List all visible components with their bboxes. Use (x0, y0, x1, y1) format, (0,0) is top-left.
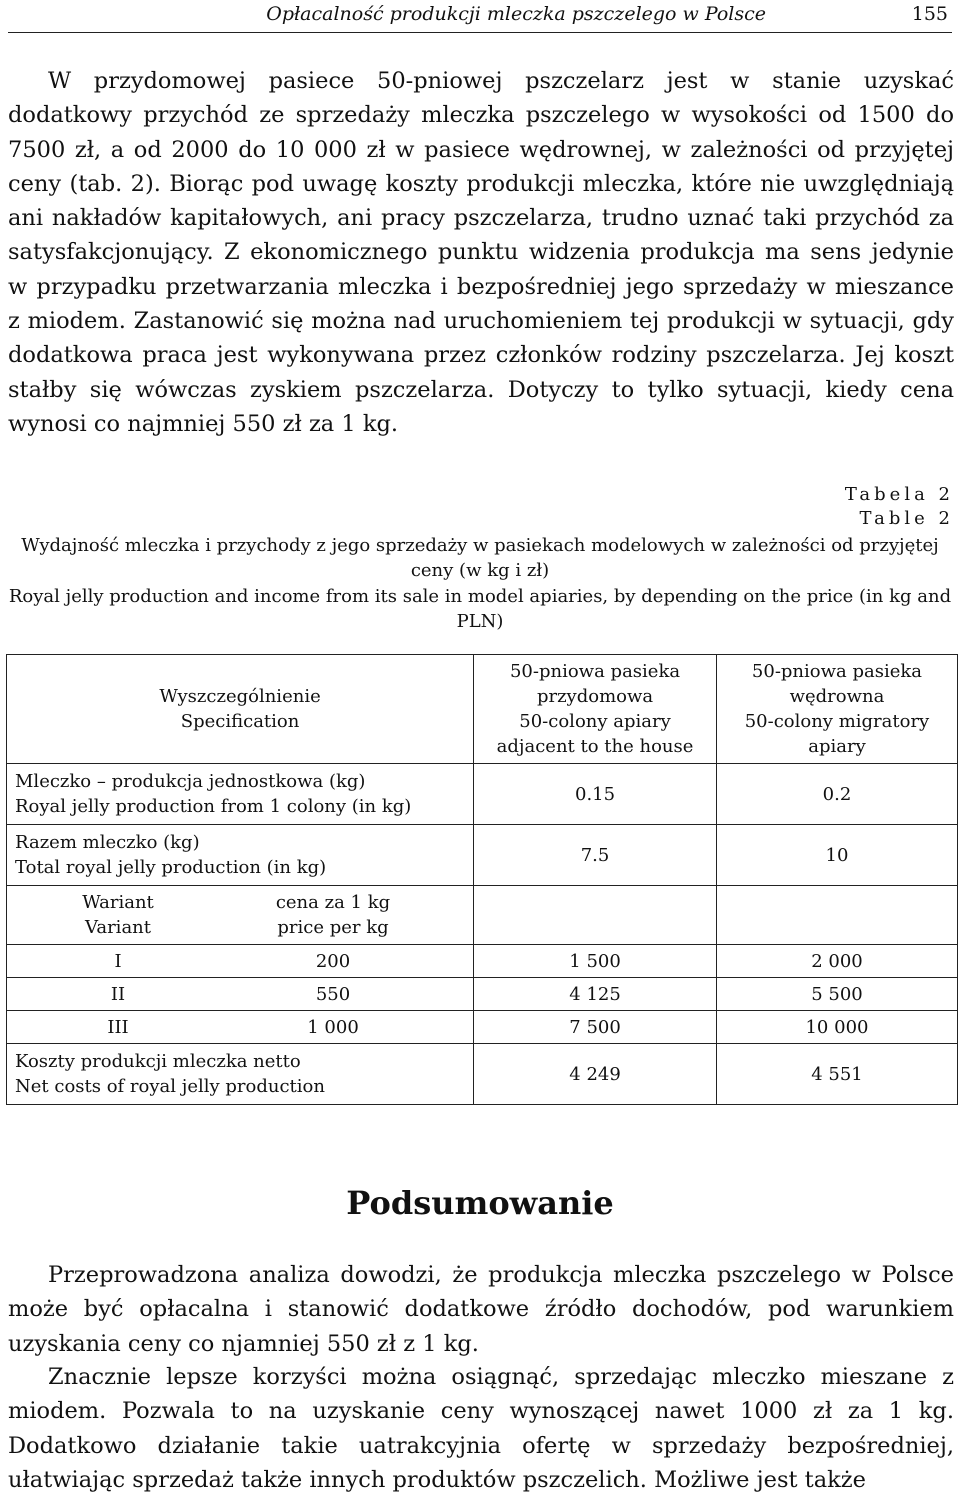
section-title: Podsumowanie (346, 1184, 614, 1222)
header-b-pl2: wędrowna (789, 686, 885, 707)
header-b-pl1: 50-pniowa pasieka (751, 661, 923, 682)
row-total-pl: Razem mleczko (kg) (15, 832, 200, 853)
variant-header-empty-b (716, 886, 957, 945)
running-title: Opłacalność produkcji mleczka pszczelego w Polsce (266, 3, 766, 25)
table-caption-pl: Wydajność mleczka i przychody z jego sprzedaży w pasiekach modelowych w zależności od przyjętej ceny (w kg i zł) (21, 535, 939, 581)
variant-header-empty-a (474, 886, 717, 945)
row-total-b: 10 (716, 825, 957, 886)
row-unit-pl: Mleczko – produkcja jednostkowa (kg) (15, 771, 366, 792)
variant-label-en: Variant (85, 917, 151, 938)
header-apiary-migratory (716, 655, 957, 764)
header-spec-pl: Wyszczególnienie (159, 686, 321, 707)
table-row (7, 1011, 958, 1044)
variant-3-b: 10 000 (716, 1011, 957, 1044)
table-caption-en: Royal jelly production and income from its sale in model apiaries, by depending on the price (in kg and PLN) (8, 586, 952, 632)
row-cost-label (7, 1044, 474, 1105)
table-row (7, 764, 958, 825)
row-unit-en: Royal jelly production from 1 colony (in kg) (15, 796, 412, 817)
variant-label-pl: Wariant (82, 892, 154, 913)
row-unit-label (7, 764, 474, 825)
variant-name: II (110, 983, 126, 1005)
header-apiary-house (474, 655, 717, 764)
table-row (7, 825, 958, 886)
variant-name: III (107, 1016, 129, 1038)
variant-header-line-1 (15, 890, 465, 915)
intro-paragraph: W przydomowej pasiece 50-pniowej pszczelarz jest w stanie uzyskać dodatkowy przychód ze sprzedaży mleczka pszczelego w wysokości od 1500 do 7500 zł, a od 2000 do 10 000 zł w pasiece wędrownej, w zależności od przyjętej ceny (tab. 2). Biorąc pod uwagę koszty produkcji mleczka, które nie uwzględniają ani nakładów kapitałowych, ani pracy pszczelarza, trudno uznać taki przychód za satysfakcjonujący. Z ekonomicznego punktu widzenia produkcja ma sens jedynie w przypadku przetwarzania mleczka i bezpośredniej jego sprzedaży w mieszance z miodem. Zastanowić się można nad uruchomieniem tej produkcji w sytuacji, gdy dodatkowa praca jest wykonywana przez członków rodziny pszczelarza. Jej koszt stałby się wówczas zyskiem pszczelarza. Dotyczy to tylko sytuacji, kiedy cena wynosi co najmniej 550 zł za 1 kg. (8, 68, 954, 437)
row-unit-b: 0.2 (716, 764, 957, 825)
row-unit-a: 0.15 (474, 764, 717, 825)
row-cost-pl: Koszty produkcji mleczka netto (15, 1051, 301, 1072)
variant-1-a: 1 500 (474, 945, 717, 978)
variant-price: 550 (315, 983, 351, 1005)
row-total-a: 7.5 (474, 825, 717, 886)
page-header (8, 0, 952, 33)
variant-name: I (114, 950, 122, 972)
summary-paragraph-2: Znacznie lepsze korzyści można osiągnąć, sprzedając mleczko mieszane z miodem. Pozwala to na uzyskanie ceny wynoszącej nawet 1000 zł za 1 kg. Dodatkowo działanie takie uatrakcyjnia ofertę w sprzedaży bezpośredniej, ułatwiając sprzedaż także innych produktów pszczelich. Możliwe jest także (8, 1364, 954, 1493)
page-number: 155 (911, 3, 948, 25)
header-a-pl2: przydomowa (536, 686, 654, 707)
data-table (6, 654, 958, 1105)
variant-3-cell (7, 1011, 474, 1044)
variant-1-b: 2 000 (716, 945, 957, 978)
variant-price: 200 (315, 950, 351, 972)
table-label-en: Table 2 (859, 508, 954, 529)
table-header-row (7, 655, 958, 764)
header-a-pl1: 50-pniowa pasieka (509, 661, 681, 682)
header-b-en2: apiary (808, 736, 866, 757)
header-b-en1: 50-colony migratory (744, 711, 930, 732)
table-label-pl: Tabela 2 (844, 484, 954, 505)
row-cost-en: Net costs of royal jelly production (15, 1076, 325, 1097)
variant-price: 1 000 (307, 1016, 359, 1038)
variant-header-cell (7, 886, 474, 945)
price-label-en: price per kg (277, 917, 389, 938)
summary-paragraph-1: Przeprowadzona analiza dowodzi, że produkcja mleczka pszczelego w Polsce może być opłacalna i stanowić dodatkowe źródło dochodów, pod warunkiem uzyskania ceny co njamniej 550 zł z 1 kg. (8, 1262, 954, 1357)
header-a-en2: adjacent to the house (496, 736, 694, 757)
variant-2-a: 4 125 (474, 978, 717, 1011)
table-row (7, 945, 958, 978)
variant-3-a: 7 500 (474, 1011, 717, 1044)
variant-2-cell (7, 978, 474, 1011)
row-cost-a: 4 249 (474, 1044, 717, 1105)
header-specification (7, 655, 474, 764)
variant-header-line-2 (15, 915, 465, 940)
variant-1-cell (7, 945, 474, 978)
row-total-en: Total royal jelly production (in kg) (15, 857, 327, 878)
variant-2-b: 5 500 (716, 978, 957, 1011)
price-label-pl: cena za 1 kg (275, 892, 391, 913)
table-row (7, 1044, 958, 1105)
table-row (7, 886, 958, 945)
header-a-en1: 50-colony apiary (519, 711, 671, 732)
header-spec-en: Specification (180, 711, 300, 732)
row-total-label (7, 825, 474, 886)
table-row (7, 978, 958, 1011)
row-cost-b: 4 551 (716, 1044, 957, 1105)
